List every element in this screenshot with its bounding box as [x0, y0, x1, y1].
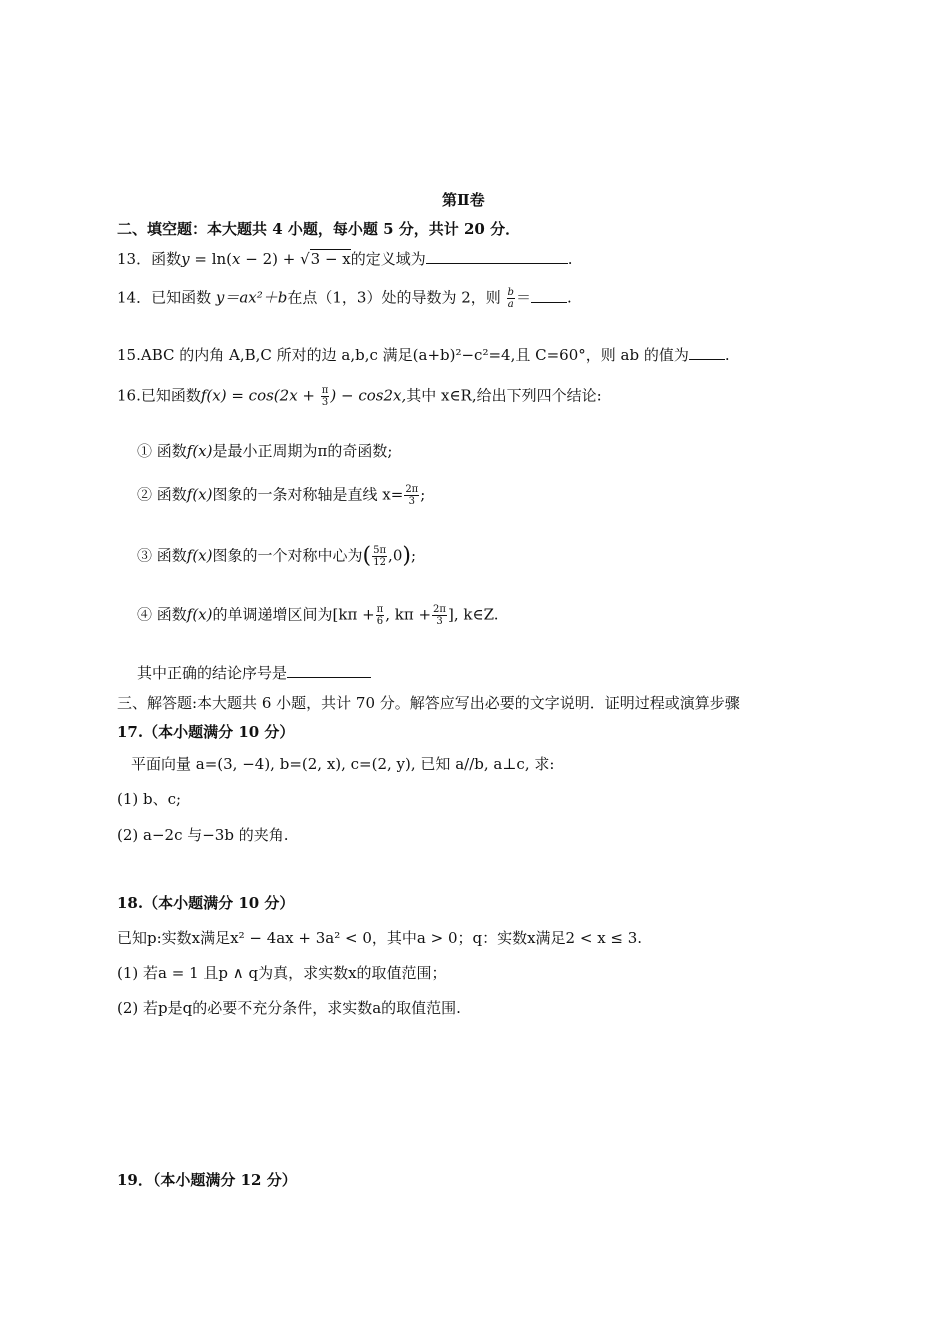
- q16-c4-pre: ④ 函数: [137, 605, 187, 624]
- q14-number: 14．: [117, 288, 152, 307]
- q16-c1-post: 是最小正周期为π的奇函数;: [212, 442, 393, 460]
- question-14: [117, 287, 572, 310]
- q16-c4-end: ], k∈Z.: [447, 605, 499, 624]
- q16-c4-func: f(x): [186, 605, 213, 624]
- q16-intro-frac-num: π: [321, 385, 329, 396]
- q16-c3-func: f(x): [186, 546, 213, 565]
- q14-func: y＝ax²＋b: [215, 288, 288, 307]
- q13-pre: 函数: [151, 250, 182, 268]
- part-title: 第Ⅱ卷: [442, 191, 485, 209]
- q16-conclusion-3: [137, 545, 416, 568]
- q14-end: .: [566, 288, 572, 307]
- q16-answer-prompt: 其中正确的结论序号是: [137, 664, 288, 682]
- q16-c4-frac1-den: 6: [376, 616, 384, 627]
- q16-intro-pre: 16.已知函数: [117, 386, 201, 405]
- q16-c4-frac1-num: π: [376, 604, 384, 615]
- q16-c3-end: ;: [410, 546, 417, 565]
- q16-c1-func: f(x): [186, 442, 213, 460]
- q16-c3-right-paren: ): [402, 543, 411, 569]
- q13-sqrt-content: 3 − x: [310, 250, 351, 268]
- q14-frac-num: b: [507, 287, 514, 298]
- q15-end: .: [724, 346, 730, 364]
- q16-c2-pre: ② 函数: [137, 485, 187, 504]
- q16-conclusion-4: [137, 604, 499, 627]
- q15-answer-blank: [689, 345, 725, 360]
- q14-pre: 已知函数: [151, 288, 216, 307]
- q13-expr-eq: = ln(: [189, 250, 233, 268]
- q17-statement: 平面向量 a=(3, −4), b=(2, x), c=(2, y), 已知 a//b, a⊥c, 求:: [131, 755, 555, 773]
- q16-c3-frac-den: 12: [373, 557, 386, 568]
- q19-title: 19．（本小题满分 12 分）: [117, 1171, 297, 1189]
- question-13: [117, 249, 573, 269]
- q13-number: 13．: [117, 250, 152, 268]
- q16-c3-pre: ③ 函数: [137, 546, 187, 565]
- q16-intro-post: 其中 x∈R,给出下列四个结论:: [406, 386, 602, 405]
- question-16-intro: [117, 385, 602, 408]
- question-15: [117, 345, 730, 365]
- q16-c2-post: 图象的一条对称轴是直线 x=: [212, 485, 404, 504]
- q13-expr-y: y: [181, 250, 190, 268]
- q16-c2-end: ;: [420, 485, 426, 504]
- q16-c4-frac2-num: 2π: [433, 604, 446, 615]
- q16-c3-post: 图象的一个对称中心为: [212, 546, 363, 565]
- q16-conclusion-1: [137, 441, 392, 461]
- q16-c3-fraction: [372, 545, 387, 568]
- q17-title: 17.（本小题满分 10 分）: [117, 723, 295, 741]
- q16-c1-pre: ① 函数: [137, 442, 187, 460]
- q15-text: 15.ABC 的内角 A,B,C 所对的边 a,b,c 满足(a+b)²−c²=4,且 C=60°，则 ab 的值为: [117, 346, 689, 364]
- q16-answer-line: [137, 663, 371, 683]
- q16-c4-mid: , kπ +: [385, 605, 432, 624]
- q18-title: 18.（本小题满分 10 分）: [117, 894, 295, 912]
- q18-statement: 已知p:实数x满足x² − 4ax + 3a² < 0，其中a > 0；q：实数x满足2 < x ≤ 3.: [117, 929, 643, 947]
- q16-answer-blank: [287, 663, 371, 678]
- solve-section-heading: 三、解答题:本大题共 6 小题，共计 70 分。解答应写出必要的文字说明．证明过程或演算步骤: [117, 694, 740, 712]
- q16-func-end: ) − cos2x,: [330, 386, 407, 405]
- q13-expr-x: x: [232, 250, 241, 268]
- q16-intro-frac-den: 3: [321, 397, 329, 408]
- q14-answer-blank: [531, 288, 567, 303]
- q14-frac-den: a: [507, 299, 514, 310]
- q16-c4-fraction-2: [432, 604, 447, 627]
- q13-answer-blank: [426, 249, 568, 264]
- q16-c3-left-paren: (: [362, 543, 372, 569]
- q14-fraction: [507, 287, 515, 310]
- q16-c4-fraction-1: [376, 604, 385, 627]
- q16-intro-fraction: [321, 385, 330, 408]
- q16-c4-frac2-den: 3: [436, 616, 443, 627]
- q14-post: ＝: [515, 288, 531, 307]
- q18-part-1: (1) 若a = 1 且p ∧ q为真，求实数x的取值范围；: [117, 964, 447, 982]
- q13-expr-minus: − 2) + √: [240, 250, 310, 268]
- q17-part-2: (2) a−2c 与−3b 的夹角.: [117, 826, 289, 844]
- q16-c2-func: f(x): [186, 485, 213, 504]
- q17-part-1: (1) b、c;: [117, 790, 182, 808]
- q16-func: f(x) = cos(2x +: [200, 386, 320, 405]
- q16-c2-frac-den: 3: [408, 496, 415, 507]
- q14-mid: 在点（1，3）处的导数为 2，则: [287, 288, 506, 307]
- q16-c3-tail: ,0: [388, 546, 403, 565]
- q16-conclusion-2: [137, 484, 425, 507]
- q16-c2-frac-num: 2π: [405, 484, 419, 495]
- q16-c2-fraction: [404, 484, 419, 507]
- q13-post: 的定义域为: [350, 250, 426, 268]
- q16-c3-frac-num: 5π: [373, 545, 387, 556]
- fill-section-heading: 二、填空题：本大题共 4 小题，每小题 5 分，共计 20 分．: [117, 220, 521, 238]
- q13-end: .: [567, 250, 573, 268]
- q16-c4-post: 的单调递增区间为[kπ +: [212, 605, 375, 624]
- q18-part-2: (2) 若p是q的必要不充分条件，求实数a的取值范围.: [117, 999, 461, 1017]
